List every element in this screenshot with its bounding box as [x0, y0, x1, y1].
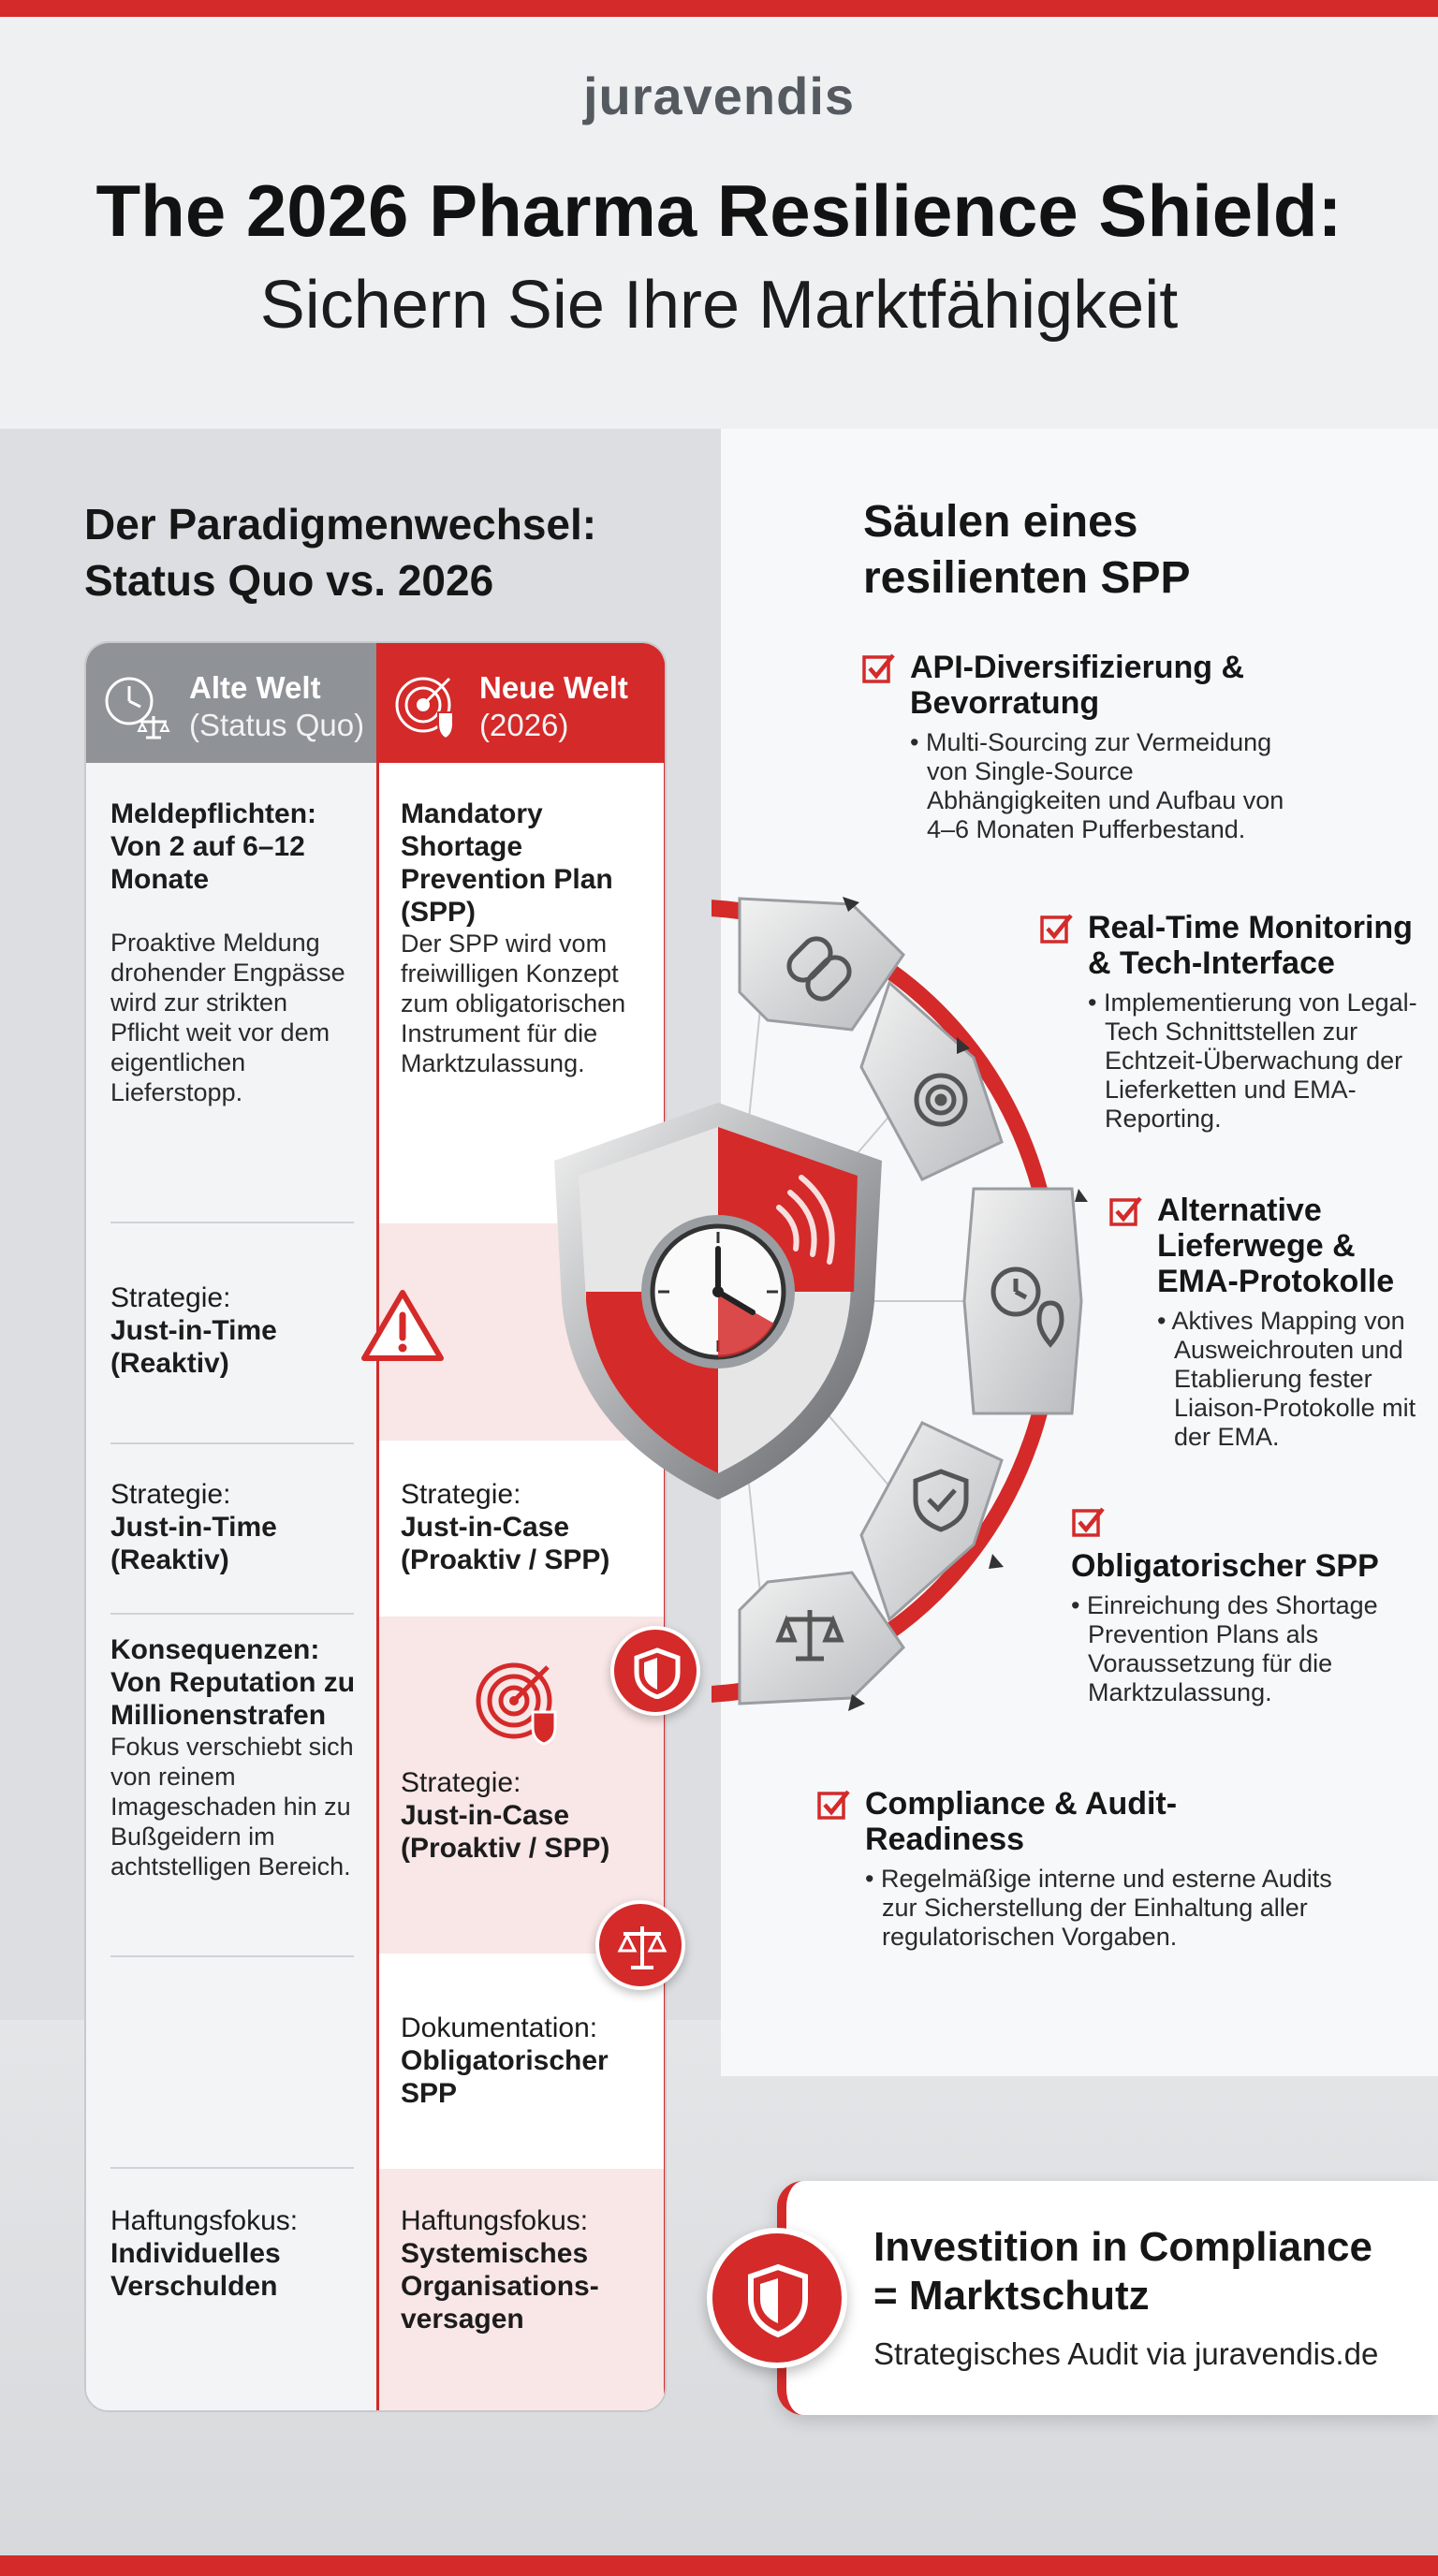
new-world-header	[376, 643, 667, 763]
row2-old-value: Just-in-Time (Reaktiv)	[110, 1315, 277, 1379]
cta-shield-badge	[707, 2228, 847, 2368]
pillars-heading-line2: resilienten SPP	[863, 553, 1191, 603]
page-title: The 2026 Pharma Resilience Shield:	[95, 169, 1343, 252]
scale-icon	[616, 1921, 668, 1973]
row4-old-cell	[110, 1633, 373, 1881]
checkbox-icon	[1108, 1194, 1142, 1228]
row5-new-value: Obligatorischer SPP	[401, 2045, 609, 2109]
row4-new-label: Strategie:	[401, 1767, 521, 1798]
pillar-4	[1071, 1548, 1417, 1707]
row6-old-label: Haftungsfokus:	[110, 2205, 299, 2236]
row1-new-text: Der SPP wird vom freiwilligen Konzept zum obligatorischen Instrument für die Marktzulassung.	[401, 929, 626, 1077]
row6-old-value: Individuelles Verschulden	[110, 2238, 281, 2302]
pillar-1	[910, 650, 1303, 844]
row4-old-title: Konsequenzen: Von Reputation zu Millionenstrafen	[110, 1634, 356, 1731]
pillar-4-title: Obligatorischer SPP	[1071, 1548, 1379, 1584]
arc-segment-3	[964, 1189, 1081, 1413]
pillar-5-text: • Regelmäßige interne und esterne Audits zur Sicherstellung der Einhaltung aller regulatorischen Vorgaben.	[865, 1865, 1332, 1951]
cta-title-line2: = Marktschutz	[873, 2273, 1150, 2319]
arc-segment-5	[740, 1573, 903, 1704]
row4-new-value: Just-in-Case (Proaktiv / SPP)	[401, 1800, 610, 1864]
row-separator	[110, 1955, 354, 1957]
checkbox-icon	[816, 1788, 850, 1822]
shield-icon	[745, 2263, 811, 2338]
warning-icon	[360, 1287, 445, 1362]
cta-link[interactable]: Strategisches Audit via juravendis.de	[873, 2336, 1379, 2371]
row-separator	[110, 2167, 354, 2169]
pillar-3-title: Alternative Lieferwege & EMA-Protokolle	[1157, 1193, 1395, 1299]
row-separator	[110, 1613, 354, 1615]
row6-new-label: Haftungsfokus:	[401, 2205, 589, 2236]
pillar-2	[1088, 910, 1421, 1134]
pillar-3	[1157, 1193, 1419, 1452]
target-shield-icon	[391, 671, 462, 742]
checkbox-icon	[1039, 912, 1073, 945]
shield-icon	[631, 1647, 683, 1699]
row1-new-title: Mandatory Shortage Prevention Plan (SPP)	[401, 798, 613, 928]
row5-new-label: Dokumentation:	[401, 2012, 598, 2043]
checkbox-icon	[861, 651, 895, 685]
checkbox-icon	[1071, 1505, 1105, 1539]
pillar-5	[865, 1786, 1333, 1952]
row-separator	[110, 1442, 354, 1444]
row6-new-value: Systemisches Organisations-versagen	[401, 2238, 599, 2334]
row3-new-label: Strategie:	[401, 1479, 521, 1510]
comparison-heading-line2: Status Quo vs. 2026	[84, 556, 494, 605]
cta-title-line1: Investition in Compliance	[873, 2224, 1372, 2270]
pillar-3-text: • Aktives Mapping von Ausweichrouten und Etablierung fester Liaison-Protokolle mit der EMA.	[1157, 1307, 1416, 1451]
old-world-title: Alte Welt	[189, 670, 321, 705]
row3-old-label: Strategie:	[110, 1479, 231, 1510]
row2-old-label: Strategie:	[110, 1282, 231, 1313]
old-world-header	[86, 643, 376, 763]
pillar-1-title: API-Diversifizierung & Bevorratung	[910, 650, 1245, 721]
comparison-table	[84, 641, 667, 2412]
shield-badge	[610, 1626, 700, 1716]
pillars-heading	[863, 494, 1387, 607]
new-world-title: Neue Welt	[479, 670, 628, 705]
page-subtitle: Sichern Sie Ihre Marktfähigkeit	[259, 268, 1179, 343]
cta-title	[873, 2223, 1416, 2320]
pillar-4-text: • Einreichung des Shortage Prevention Plans als Voraussetzung für die Marktzulassung.	[1071, 1591, 1378, 1706]
brand-logo-text[interactable]: juravendis	[582, 66, 856, 125]
pillar-1-text: • Multi-Sourcing zur Vermeidung von Single-Source Abhängigkeiten und Aufbau von 4–6 Monaten Pufferbestand.	[910, 728, 1284, 843]
row3-new-value: Just-in-Case (Proaktiv / SPP)	[401, 1512, 610, 1575]
row1-old-title: Meldepflichten: Von 2 auf 6–12 Monate	[110, 798, 317, 895]
row6-old-cell	[110, 2204, 363, 2303]
row-separator	[110, 1222, 354, 1223]
pillar-2-title: Real-Time Monitoring & Tech-Interface	[1088, 910, 1413, 981]
top-accent-bar	[0, 0, 1438, 17]
pillars-heading-line1: Säulen eines	[863, 497, 1138, 547]
scale-badge	[595, 1900, 685, 1990]
resilience-shield	[545, 1095, 891, 1507]
comparison-heading-line1: Der Paradigmenwechsel:	[84, 500, 597, 549]
old-world-subtitle: (Status Quo)	[189, 708, 365, 742]
row1-old-text: Proaktive Meldung drohender Engpässe wird zur strikten Pflicht weit vor dem eigentlichen Lieferstopp.	[110, 929, 345, 1106]
target-icon	[473, 1652, 566, 1746]
new-world-subtitle: (2026)	[479, 708, 569, 742]
row1-new-cell	[401, 798, 653, 1078]
row4-old-text: Fokus verschiebt sich von reinem Imageschaden hin zu Bußgeidern im achtstelligen Bereich.	[110, 1733, 354, 1881]
clock-scale-icon	[101, 671, 172, 742]
row4-new-cell	[401, 1766, 653, 1865]
row2-old-cell	[110, 1281, 363, 1380]
pillar-5-title: Compliance & Audit-Readiness	[865, 1786, 1178, 1857]
row1-old-cell	[110, 798, 363, 1107]
row5-new-cell	[401, 2012, 653, 2110]
pillar-2-text: • Implementierung von Legal-Tech Schnittstellen zur Echtzeit-Überwachung der Lieferketten und EMA-Reporting.	[1088, 988, 1417, 1133]
row3-old-value: Just-in-Time (Reaktiv)	[110, 1512, 277, 1575]
comparison-heading	[84, 496, 683, 608]
bottom-accent-bar	[0, 2555, 1438, 2576]
row6-new-cell	[401, 2204, 653, 2335]
row3-old-cell	[110, 1478, 363, 1576]
